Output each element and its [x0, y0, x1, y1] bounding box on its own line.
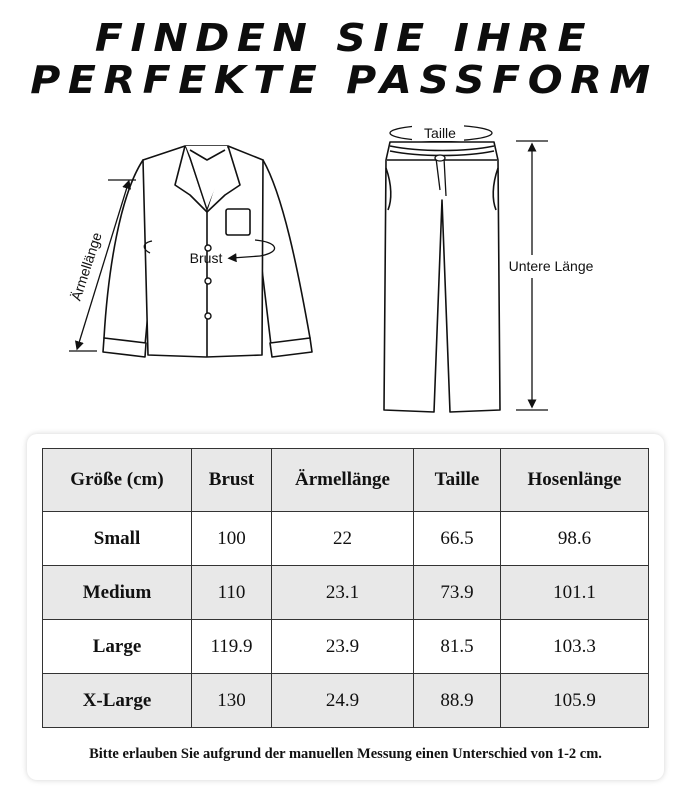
pants-drawing: [384, 142, 500, 412]
header-waist: Taille: [414, 449, 501, 512]
chest-cell: 119.9: [192, 620, 272, 674]
sleeve-cell: 24.9: [272, 674, 414, 728]
pants-length-cell: 105.9: [501, 674, 649, 728]
chest-cell: 100: [192, 512, 272, 566]
table-row: [43, 620, 649, 674]
size-cell: Medium: [43, 566, 192, 620]
waist-cell: 81.5: [414, 620, 501, 674]
waist-cell: 73.9: [414, 566, 501, 620]
waist-label: Taille: [424, 125, 456, 141]
pants-length-cell: 103.3: [501, 620, 649, 674]
table-header-row: [43, 449, 649, 512]
table-row: [43, 674, 649, 728]
size-cell: X-Large: [43, 674, 192, 728]
table-row: [43, 512, 649, 566]
measurement-note: Bitte erlauben Sie aufgrund der manuellen Messung einen Unterschied von 1-2 cm.: [89, 746, 602, 762]
pants-length-indicator: [509, 141, 594, 410]
chest-label: Brust: [189, 250, 223, 266]
header-sleeve-length: Ärmellänge: [272, 449, 414, 512]
sleeve-cell: 23.1: [272, 566, 414, 620]
page-title-line-2: PERFEKTE PASSFORM: [30, 58, 658, 102]
size-cell: Large: [43, 620, 192, 674]
sleeve-cell: 23.9: [272, 620, 414, 674]
chest-cell: 110: [192, 566, 272, 620]
size-chart-table: [42, 448, 649, 728]
waist-cell: 88.9: [414, 674, 501, 728]
pants-length-cell: 98.6: [501, 512, 649, 566]
pants-length-cell: 101.1: [501, 566, 649, 620]
sleeve-cell: 22: [272, 512, 414, 566]
waist-indicator: [390, 124, 492, 141]
chest-cell: 130: [192, 674, 272, 728]
waist-cell: 66.5: [414, 512, 501, 566]
table-row: [43, 566, 649, 620]
measurement-illustration: [0, 112, 688, 430]
header-chest: Brust: [192, 449, 272, 512]
header-size: Größe (cm): [43, 449, 192, 512]
size-cell: Small: [43, 512, 192, 566]
header-pants-length: Hosenlänge: [501, 449, 649, 512]
pants-length-label: Untere Länge: [508, 258, 594, 274]
page-title-line-1: FINDEN SIE IHRE: [94, 16, 594, 60]
sleeve-length-label: Ärmellänge: [67, 230, 105, 303]
